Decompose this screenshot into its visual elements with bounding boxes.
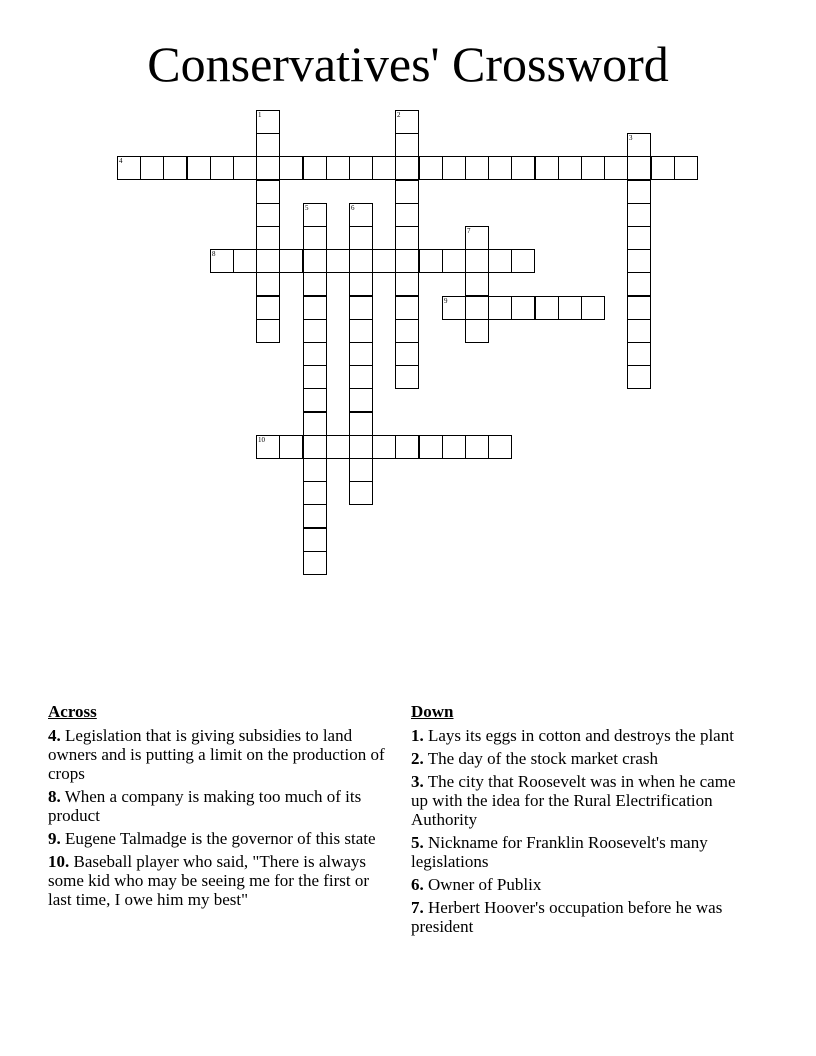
grid-cell[interactable] xyxy=(349,435,373,459)
clue-down-3 xyxy=(411,772,756,829)
clue-number: 1. xyxy=(411,726,424,745)
grid-cell[interactable] xyxy=(303,458,327,482)
grid-cell[interactable] xyxy=(627,319,651,343)
grid-cell[interactable] xyxy=(303,249,327,273)
grid-cell[interactable] xyxy=(279,435,303,459)
grid-cell[interactable] xyxy=(349,272,373,296)
clue-across-4 xyxy=(48,726,393,783)
clue-number: 2. xyxy=(411,749,424,768)
clue-text: Herbert Hoover's occupation before he was president xyxy=(411,898,723,936)
grid-cell[interactable] xyxy=(627,342,651,366)
clue-number: 7. xyxy=(411,898,424,917)
grid-cell[interactable] xyxy=(349,203,373,227)
grid-cell[interactable] xyxy=(256,203,280,227)
grid-cell[interactable] xyxy=(326,249,350,273)
grid-cell[interactable] xyxy=(604,156,628,180)
grid-cell[interactable] xyxy=(627,296,651,320)
clue-across-9 xyxy=(48,829,393,848)
across-heading: Across xyxy=(48,702,97,721)
grid-cell[interactable] xyxy=(465,156,489,180)
clue-text: When a company is making too much of its product xyxy=(48,787,362,825)
clue-text: Baseball player who said, "There is always some kid who may be seeing me for the first or last time, I owe him my best" xyxy=(48,852,370,909)
clue-number: 3. xyxy=(411,772,424,791)
grid-cell[interactable] xyxy=(303,226,327,250)
grid-cell[interactable] xyxy=(581,296,605,320)
grid-cell[interactable] xyxy=(395,435,419,459)
grid-cell[interactable] xyxy=(187,156,211,180)
grid-cell[interactable] xyxy=(511,156,535,180)
grid-cell[interactable] xyxy=(465,272,489,296)
grid-cell[interactable] xyxy=(326,156,350,180)
grid-cell[interactable] xyxy=(279,156,303,180)
clue-number: 6. xyxy=(411,875,424,894)
grid-cell[interactable] xyxy=(303,388,327,412)
cell-number: 9 xyxy=(444,297,448,305)
cell-number: 7 xyxy=(467,227,471,235)
grid-cell[interactable] xyxy=(465,296,489,320)
grid-cell[interactable] xyxy=(256,435,280,459)
grid-cell[interactable] xyxy=(349,481,373,505)
clue-down-6 xyxy=(411,875,756,894)
grid-cell[interactable] xyxy=(349,226,373,250)
grid-cell[interactable] xyxy=(117,156,141,180)
clue-text: Nickname for Franklin Roosevelt's many legislations xyxy=(411,833,708,871)
grid-cell[interactable] xyxy=(349,365,373,389)
grid-cell[interactable] xyxy=(488,435,512,459)
grid-cell[interactable] xyxy=(140,156,164,180)
grid-cell[interactable] xyxy=(256,156,280,180)
grid-cell[interactable] xyxy=(256,319,280,343)
grid-cell[interactable] xyxy=(349,342,373,366)
clue-number: 8. xyxy=(48,787,61,806)
grid-cell[interactable] xyxy=(303,342,327,366)
grid-cell[interactable] xyxy=(303,435,327,459)
clue-text: Owner of Publix xyxy=(423,875,542,894)
grid-cell[interactable] xyxy=(256,296,280,320)
clue-across-10 xyxy=(48,852,393,909)
grid-cell[interactable] xyxy=(442,296,466,320)
grid-cell[interactable] xyxy=(395,272,419,296)
grid-cell[interactable] xyxy=(535,296,559,320)
grid-cell[interactable] xyxy=(558,296,582,320)
grid-cell[interactable] xyxy=(627,180,651,204)
grid-cell[interactable] xyxy=(627,156,651,180)
grid-cell[interactable] xyxy=(674,156,698,180)
grid-cell[interactable] xyxy=(372,249,396,273)
clue-number: 5. xyxy=(411,833,424,852)
grid-cell[interactable] xyxy=(488,296,512,320)
clue-number: 9. xyxy=(48,829,61,848)
grid-cell[interactable] xyxy=(349,458,373,482)
grid-cell[interactable] xyxy=(627,226,651,250)
grid-cell[interactable] xyxy=(558,156,582,180)
grid-cell[interactable] xyxy=(395,226,419,250)
grid-cell[interactable] xyxy=(372,156,396,180)
grid-cell[interactable] xyxy=(233,156,257,180)
grid-cell[interactable] xyxy=(627,365,651,389)
grid-cell[interactable] xyxy=(442,435,466,459)
grid-cell[interactable] xyxy=(163,156,187,180)
grid-cell[interactable] xyxy=(395,342,419,366)
clue-down-1 xyxy=(411,726,756,745)
grid-cell[interactable] xyxy=(256,110,280,134)
grid-cell[interactable] xyxy=(349,388,373,412)
cell-number: 10 xyxy=(258,436,265,444)
grid-cell[interactable] xyxy=(442,249,466,273)
clue-text: The day of the stock market crash xyxy=(423,749,659,768)
clue-text: Legislation that is giving subsidies to land owners and is putting a limit on the production of crops xyxy=(48,726,385,783)
grid-cell[interactable] xyxy=(535,156,559,180)
across-clues xyxy=(48,702,393,913)
grid-cell[interactable] xyxy=(395,156,419,180)
clue-number: 4. xyxy=(48,726,61,745)
grid-cell[interactable] xyxy=(326,435,350,459)
grid-cell[interactable] xyxy=(210,249,234,273)
grid-cell[interactable] xyxy=(395,249,419,273)
grid-cell[interactable] xyxy=(303,412,327,436)
grid-cell[interactable] xyxy=(349,296,373,320)
clue-text: The city that Roosevelt was in when he came up with the idea for the Rural Electrification Authority xyxy=(411,772,736,829)
cell-number: 1 xyxy=(258,111,262,119)
grid-cell[interactable] xyxy=(465,435,489,459)
cell-number: 2 xyxy=(397,111,401,119)
grid-cell[interactable] xyxy=(349,156,373,180)
grid-cell[interactable] xyxy=(303,272,327,296)
grid-cell[interactable] xyxy=(419,249,443,273)
grid-cell[interactable] xyxy=(256,133,280,157)
grid-cell[interactable] xyxy=(627,133,651,157)
grid-cell[interactable] xyxy=(627,249,651,273)
grid-cell[interactable] xyxy=(303,365,327,389)
grid-cell[interactable] xyxy=(395,180,419,204)
grid-cell[interactable] xyxy=(488,249,512,273)
grid-cell[interactable] xyxy=(511,296,535,320)
cell-number: 8 xyxy=(212,250,216,258)
grid-cell[interactable] xyxy=(651,156,675,180)
grid-cell[interactable] xyxy=(256,226,280,250)
cell-number: 6 xyxy=(351,204,355,212)
cell-number: 5 xyxy=(305,204,309,212)
grid-cell[interactable] xyxy=(627,203,651,227)
grid-cell[interactable] xyxy=(395,296,419,320)
grid-cell[interactable] xyxy=(303,551,327,575)
grid-cell[interactable] xyxy=(442,156,466,180)
grid-cell[interactable] xyxy=(233,249,257,273)
grid-cell[interactable] xyxy=(627,272,651,296)
clue-text: Lays its eggs in cotton and destroys the plant xyxy=(423,726,734,745)
grid-cell[interactable] xyxy=(395,365,419,389)
grid-cell[interactable] xyxy=(256,272,280,296)
cell-number: 3 xyxy=(629,134,633,142)
grid-cell[interactable] xyxy=(395,319,419,343)
clue-down-2 xyxy=(411,749,756,768)
clue-text: Eugene Talmadge is the governor of this state xyxy=(60,829,376,848)
grid-cell[interactable] xyxy=(488,156,512,180)
down-heading: Down xyxy=(411,702,454,721)
page-title: Conservatives' Crossword xyxy=(147,36,669,92)
grid-cell[interactable] xyxy=(349,319,373,343)
grid-cell[interactable] xyxy=(511,249,535,273)
grid-cell[interactable] xyxy=(303,156,327,180)
clue-number: 10. xyxy=(48,852,70,871)
clue-down-7 xyxy=(411,898,756,936)
grid-cell[interactable] xyxy=(465,319,489,343)
grid-cell[interactable] xyxy=(419,435,443,459)
grid-cell[interactable] xyxy=(349,412,373,436)
grid-cell[interactable] xyxy=(395,110,419,134)
grid-cell[interactable] xyxy=(372,435,396,459)
grid-cell[interactable] xyxy=(465,249,489,273)
clue-across-8 xyxy=(48,787,393,825)
clue-down-5 xyxy=(411,833,756,871)
grid-cell[interactable] xyxy=(303,528,327,552)
grid-cell[interactable] xyxy=(395,133,419,157)
grid-cell[interactable] xyxy=(419,156,443,180)
cell-number: 4 xyxy=(119,157,123,165)
grid-cell[interactable] xyxy=(256,180,280,204)
grid-cell[interactable] xyxy=(210,156,234,180)
grid-cell[interactable] xyxy=(303,296,327,320)
grid-cell[interactable] xyxy=(349,249,373,273)
grid-cell[interactable] xyxy=(303,319,327,343)
grid-cell[interactable] xyxy=(395,203,419,227)
grid-cell[interactable] xyxy=(303,481,327,505)
down-clues xyxy=(411,702,756,940)
grid-cell[interactable] xyxy=(303,203,327,227)
grid-cell[interactable] xyxy=(581,156,605,180)
grid-cell[interactable] xyxy=(279,249,303,273)
grid-cell[interactable] xyxy=(256,249,280,273)
grid-cell[interactable] xyxy=(465,226,489,250)
grid-cell[interactable] xyxy=(303,504,327,528)
